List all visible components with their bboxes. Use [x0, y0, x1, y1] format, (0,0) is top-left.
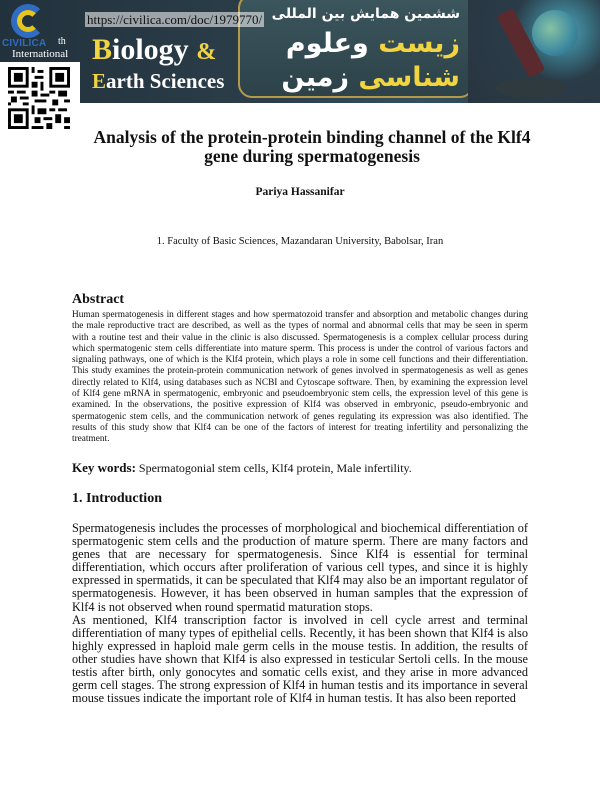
keywords-label: Key words: — [72, 460, 136, 475]
microscope-base — [496, 78, 566, 98]
abstract-heading: Abstract — [72, 292, 125, 307]
title-earth-sciences: arth Sciences — [106, 69, 225, 93]
persian-word-white: وعلوم — [285, 28, 369, 59]
introduction-heading: 1. Introduction — [72, 491, 162, 506]
logo-c-inner-icon — [17, 10, 39, 32]
abstract-text: Human spermatogenesis in different stages and how spermatozoid transfer and absorption and metabolic changes during the male reproductive tract are described, as well as the types of normal and abnormal cells that may be seen in sperm with a routine test and their value in the clinic is also discussed. Spermatogenesis is a complex cellular process during which spermatogenic stem cells differentiate into mature sperm. This process is under the control of various factors and signaling pathways, one of which is the Klf4 protein, which plays a role in some cell functions and their differentiation. This study examines the protein-protein communication network of genes involved in spermatogenesis as well as genes directly related to Klf4, using databases such as NCBI and Cytoscape software. Then, by examining the expression level of Klf4 gene mRNA in spermatogenic, embryonic and pseudoembryonic stem cells, the expression level of this gene is examined. In the observations, the positive expression of Klf4 was observed in embryonic, pseudo-embryonic and spermatogenic stem cells, and the communication network of genes regulating its expression was also identified. The results of this study show that Klf4 can be one of the factors of interest for treating infertility and personalizing the treatment. — [72, 310, 528, 445]
document-url-link[interactable]: https://civilica.com/doc/1979770/ — [87, 12, 263, 27]
globe-icon — [532, 10, 578, 56]
persian-word-yellow: زیست — [378, 28, 460, 59]
keywords — [72, 460, 532, 476]
paper-title: Analysis of the protein-protein binding channel of the Klf4 gene during spermatogenesis — [93, 127, 531, 166]
introduction-body — [72, 522, 528, 705]
persian-word-white: زمین — [281, 62, 349, 93]
qr-code[interactable] — [0, 62, 80, 134]
logo-edition-suffix: th — [58, 36, 66, 47]
persian-title-line-3 — [281, 62, 460, 93]
persian-title-line-2 — [286, 28, 460, 59]
conference-title-english — [92, 34, 224, 94]
qr-code-icon — [8, 67, 70, 129]
microscope-globe-illustration — [468, 0, 600, 103]
title-ampersand: & — [196, 39, 217, 65]
persian-subtitle: ششمین همایش بین المللی — [271, 6, 460, 22]
paper-author: Pariya Hassanifar — [255, 186, 345, 198]
logo-international: International — [12, 48, 69, 60]
keywords-text: Spermatogonial stem cells, Klf4 protein, Male infertility. — [135, 461, 412, 475]
logo-name: CIVILICA — [2, 38, 47, 49]
introduction-paragraph: As mentioned, Klf4 transcription factor is involved in cell cycle arrest and terminal differentiation of many types of epithelial cells. Recently, it has been shown that Klf4 is also highly expressed in haploid male germ cells in the mouse testis. In addition, the results of other studies have shown that Klf4 is also expressed in testicular Sertoli cells. In the mouse testis after birth, only gonocytes and somatic cells exist, and they arise in more advanced germ cell stages. The strong expression of Klf4 in human testis and its importance in several mouse tissues indicate the important role of Klf4 in human testis. It has also been reported — [72, 612, 528, 706]
introduction-paragraph: Spermatogenesis includes the processes of morphological and biochemical differentiation of spermatogenic stem cells and the production of mature sperm. There are many factors and genes that are necessary for spermatogenesis. Since Klf4 is essential for terminal differentiation, which occurs after proliferation of various cell types, and since it is highly expressed in spermatids, it can be speculated that Klf4 may also be an important regulator of spermatogenesis. However, it has been observed in human samples that the expression of Klf4 is not observed when round spermatid maturation stops. — [72, 521, 528, 614]
paper-affiliation: 1. Faculty of Basic Sciences, Mazandaran University, Babolsar, Iran — [156, 236, 444, 247]
title-biology: iology — [112, 33, 189, 66]
persian-word-yellow: شناسی — [358, 62, 460, 93]
title-cap-e: E — [92, 69, 107, 93]
title-cap-b: B — [92, 33, 113, 66]
